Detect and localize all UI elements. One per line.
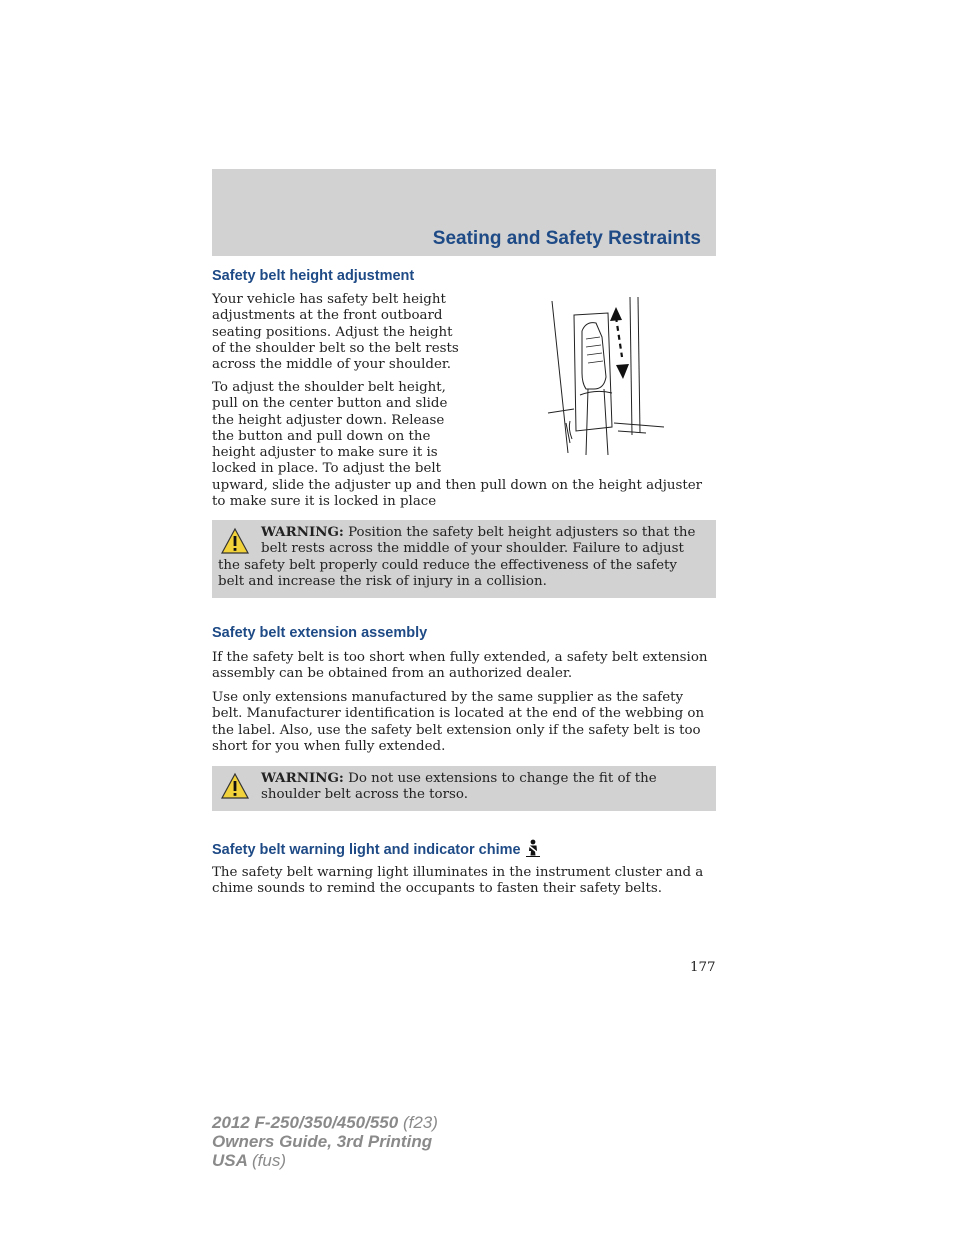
warning-box-height [212, 520, 716, 598]
footer-market: USA [212, 1151, 248, 1170]
text-line: adjustments at the front outboard [212, 308, 443, 324]
section-header-band [212, 169, 716, 256]
text-line: To adjust the shoulder belt height, [212, 380, 446, 395]
heading-warning-light-chime [212, 839, 541, 858]
text-line: across the middle of your shoulder. [212, 357, 452, 373]
warning-label: WARNING: [261, 524, 344, 540]
page-number: 177 [690, 960, 716, 975]
text-line: Position the safety belt height adjusters so that the [348, 525, 696, 540]
paragraph-extension-usage [212, 690, 704, 755]
heading-text: Safety belt warning light and indicator chime [212, 842, 521, 858]
heading-extension-assembly: Safety belt extension assembly [212, 625, 428, 641]
text-line: shoulder belt across the torso. [261, 787, 468, 803]
seatbelt-person-icon [525, 839, 541, 857]
paragraph-height-intro [212, 292, 459, 373]
text-line: height adjuster to make sure it is [212, 445, 438, 461]
text-line: Your vehicle has safety belt height [212, 292, 446, 307]
shoulder-belt-height-adjuster-illustration [546, 293, 668, 455]
warning-text-height [218, 524, 710, 590]
text-line: short for you when fully extended. [212, 738, 446, 754]
text-line: the height adjuster down. Release [212, 412, 445, 428]
footer-market-code: (fus) [252, 1151, 286, 1170]
text-line: pull on the center button and slide [212, 396, 448, 412]
text-line: locked in place. To adjust the belt [212, 461, 442, 477]
document-footer [212, 1113, 438, 1170]
text-line: chime sounds to remind the occupants to fasten their safety belts. [212, 881, 662, 897]
text-line: seating positions. Adjust the height [212, 324, 453, 340]
text-line: Use only extensions manufactured by the same supplier as the safety [212, 690, 684, 705]
text-line: belt and increase the risk of injury in a collision. [218, 573, 547, 589]
warning-text-extension [218, 770, 710, 804]
text-line: to make sure it is locked in place [212, 494, 437, 510]
footer-model-code: (f23) [402, 1113, 438, 1132]
paragraph-extension-availability [212, 650, 708, 683]
footer-guide: Owners Guide, 3rd Printing [212, 1132, 433, 1151]
warning-box-extension [212, 766, 716, 811]
footer-line-guide [212, 1132, 438, 1151]
text-line: the safety belt properly could reduce the effectiveness of the safety [218, 557, 677, 573]
text-line: upward, slide the adjuster up and then pull down on the height adjuster [212, 477, 703, 493]
text-line: belt. Manufacturer identification is located at the end of the webbing on [212, 706, 705, 722]
text-line: The safety belt warning light illuminates in the instrument cluster and a [212, 865, 704, 880]
warning-label: WARNING: [261, 770, 344, 786]
text-line: If the safety belt is too short when fully extended, a safety belt extension [212, 650, 708, 665]
text-line: Do not use extensions to change the fit of the [348, 771, 657, 786]
text-line: the label. Also, use the safety belt extension only if the safety belt is too [212, 722, 701, 738]
text-line: assembly can be obtained from an authorized dealer. [212, 666, 573, 682]
text-line: of the shoulder belt so the belt rests [212, 340, 459, 356]
paragraph-chime [212, 865, 703, 898]
text-line: belt rests across the middle of your shoulder. Failure to adjust [261, 541, 684, 557]
footer-line-market [212, 1151, 438, 1170]
footer-model: 2012 F-250/350/450/550 [212, 1113, 399, 1132]
section-title: Seating and Safety Restraints [432, 228, 701, 249]
footer-line-model [212, 1113, 438, 1132]
heading-height-adjustment: Safety belt height adjustment [212, 268, 415, 284]
text-line: the button and pull down on the [212, 428, 431, 444]
